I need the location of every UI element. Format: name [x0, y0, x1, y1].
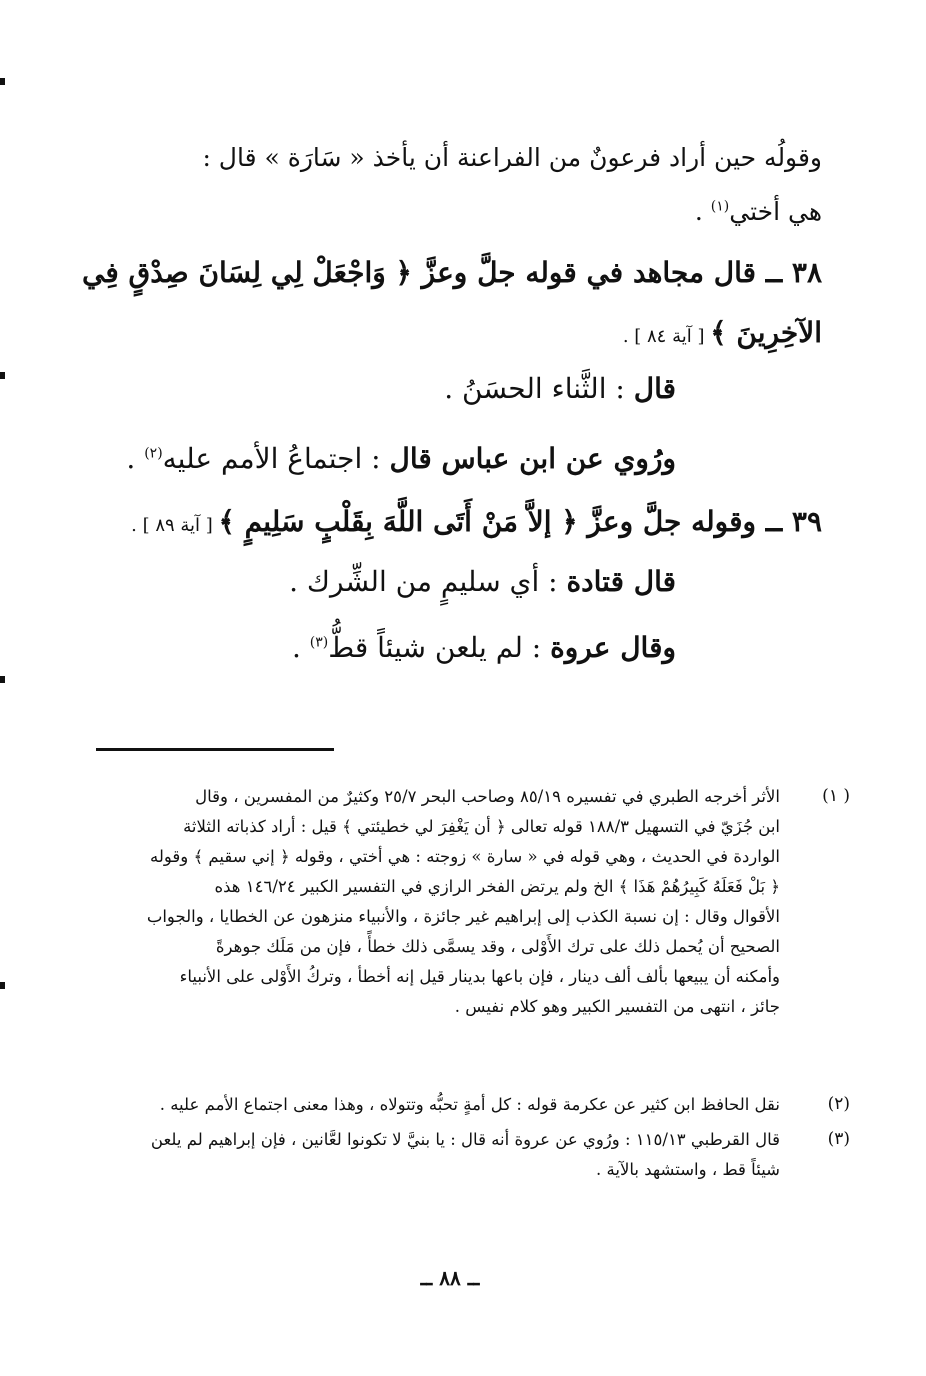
footnote-1-line: ﴿ بَلْ فَعَلَهُ كَبِيرُهُمْ هَذَا ﴾ الخ ولم يرتض الفخر الرازي في التفسير الكبير ١٤٦/٢٤ هذه — [214, 877, 780, 896]
footnote-1-line: الأقوال وقال : إن نسبة الكذب إلى إبراهيم غير جائزة ، والأنبياء منزهون عن الخطايا ، والجواب — [146, 907, 780, 926]
footnote-2-line: نقل الحافظ ابن كثير عن عكرمة قوله : كل أمةٍ تحبُّه وتتولاه ، وهذا معنى اجتماع الأمم عليه . — [159, 1095, 780, 1114]
entry-38-line1 — [82, 256, 822, 289]
footnote-ref-1: (١) — [710, 198, 730, 215]
entry-38-line2-text: الآخِرِينَ ﴾ — [710, 316, 822, 349]
footnote-3-number — [828, 1129, 850, 1149]
said-label: قال — [633, 372, 676, 405]
footnote-1-number — [822, 786, 850, 806]
urwa-label: وقال عروة — [550, 631, 676, 664]
entry-38-line1-text: ٣٨ ــ قال مجاهد في قوله جلَّ وعزَّ ﴿ وَاجْعَلْ لِي لِسَانَ صِدْقٍ فِي — [82, 256, 822, 289]
footnote-3 — [84, 1125, 780, 1185]
footnote-separator — [96, 748, 334, 751]
qatada-label: قال قتادة — [566, 565, 676, 598]
footnote-2-number — [828, 1094, 850, 1114]
ibn-abbas-line — [126, 442, 676, 475]
urwa-text: : لم يلعن شيئاً قطُّ — [328, 631, 551, 664]
para1-line1 — [202, 143, 822, 172]
footnote-3-line: شيئاً قط ، واستشهد بالآية . — [596, 1160, 780, 1179]
urwa-end: . — [291, 631, 310, 664]
scan-margin-mark — [0, 78, 5, 85]
ibn-abbas-end: . — [126, 442, 145, 475]
qatada-line — [289, 565, 676, 598]
page-number-text: ــ ٨٨ ــ — [420, 1266, 480, 1290]
footnote-1 — [84, 782, 780, 1022]
verse-ref-84: [ آية ٨٤ ] . — [622, 326, 711, 347]
footnote-1-line: الصحيح أن يُحمل ذلك على ترك الأَوْلى ، وقد يسمَّى ذلك خطأً ، فإن من مَلَك جوهرةً — [215, 937, 780, 956]
footnote-ref-2: (٢) — [144, 445, 163, 462]
page-number — [400, 1266, 500, 1290]
entry-38-line2 — [623, 316, 822, 349]
para1-line2-text: هي أختي — [729, 197, 822, 226]
para1-line1-text: وقولُه حين أراد فرعونٌ من الفراعنة أن يأخذ « سَارَة » قال : — [202, 143, 822, 172]
verse-ref-89: [ آية ٨٩ ] . — [131, 515, 219, 536]
para1-line2 — [695, 197, 822, 226]
entry-39-text: ٣٩ ــ وقوله جلَّ وعزَّ ﴿ إلاَّ مَنْ أَتَى اللَّهَ بِقَلْبٍ سَلِيمٍ ﴾ — [218, 505, 822, 538]
scan-margin-mark — [0, 676, 5, 683]
footnote-1-line: الأثر أخرجه الطبري في تفسيره ٨٥/١٩ وصاحب البحر ٢٥/٧ وكثيرٌ من المفسرين ، وقال — [195, 787, 780, 806]
footnote-ref-3: (٣) — [309, 634, 329, 651]
para1-end: . — [694, 197, 711, 226]
scan-margin-mark — [0, 982, 5, 989]
ibn-abbas-text: : اجتماعُ الأمم عليه — [162, 442, 390, 475]
footnote-1-line: جائز ، انتهى من التفسير الكبير وهو كلام نفيس . — [454, 997, 780, 1016]
footnote-1-line: الواردة في الحديث ، وهي قوله في « سارة » زوجته : هي أختي ، وقوله ﴿ إني سقيم ﴾ وقوله — [150, 847, 780, 866]
qatada-text: : أي سليمٍ من الشِّرك . — [289, 565, 567, 598]
footnote-2 — [84, 1090, 780, 1120]
footnote-1-number-text: ( ١) — [822, 786, 850, 806]
said-text: : الثَّناء الحسَنُ . — [444, 372, 634, 405]
footnote-1-line: ابن جُزَيّ في التسهيل ١٨٨/٣ قوله تعالى ﴿ أن يَغْفِرَ لي خطيئتي ﴾ قيل : أراد كذباته الثلاثة — [183, 817, 780, 836]
footnote-2-number-text: (٢) — [827, 1094, 850, 1114]
ibn-abbas-label: ورُوي عن ابن عباس قال — [389, 442, 676, 475]
footnote-3-line: قال القرطبي ١١٥/١٣ : ورُوي عن عروة أنه قال : يا بنيَّ لا تكونوا لعَّانين ، فإن إبراهيم لم يلعن — [150, 1130, 780, 1149]
scan-margin-mark — [0, 372, 5, 379]
urwa-line — [292, 631, 676, 664]
entry-39-line — [131, 505, 822, 538]
footnote-1-line: وأمكنه أن يبيعها بألف ألف دينار ، فإن باعها بدينار قيل إنه أخطأ ، وتركُ الأَوْلى على الأنبياء — [179, 967, 780, 986]
footnote-3-number-text: (٣) — [827, 1129, 850, 1149]
said-line-1 — [444, 372, 676, 405]
